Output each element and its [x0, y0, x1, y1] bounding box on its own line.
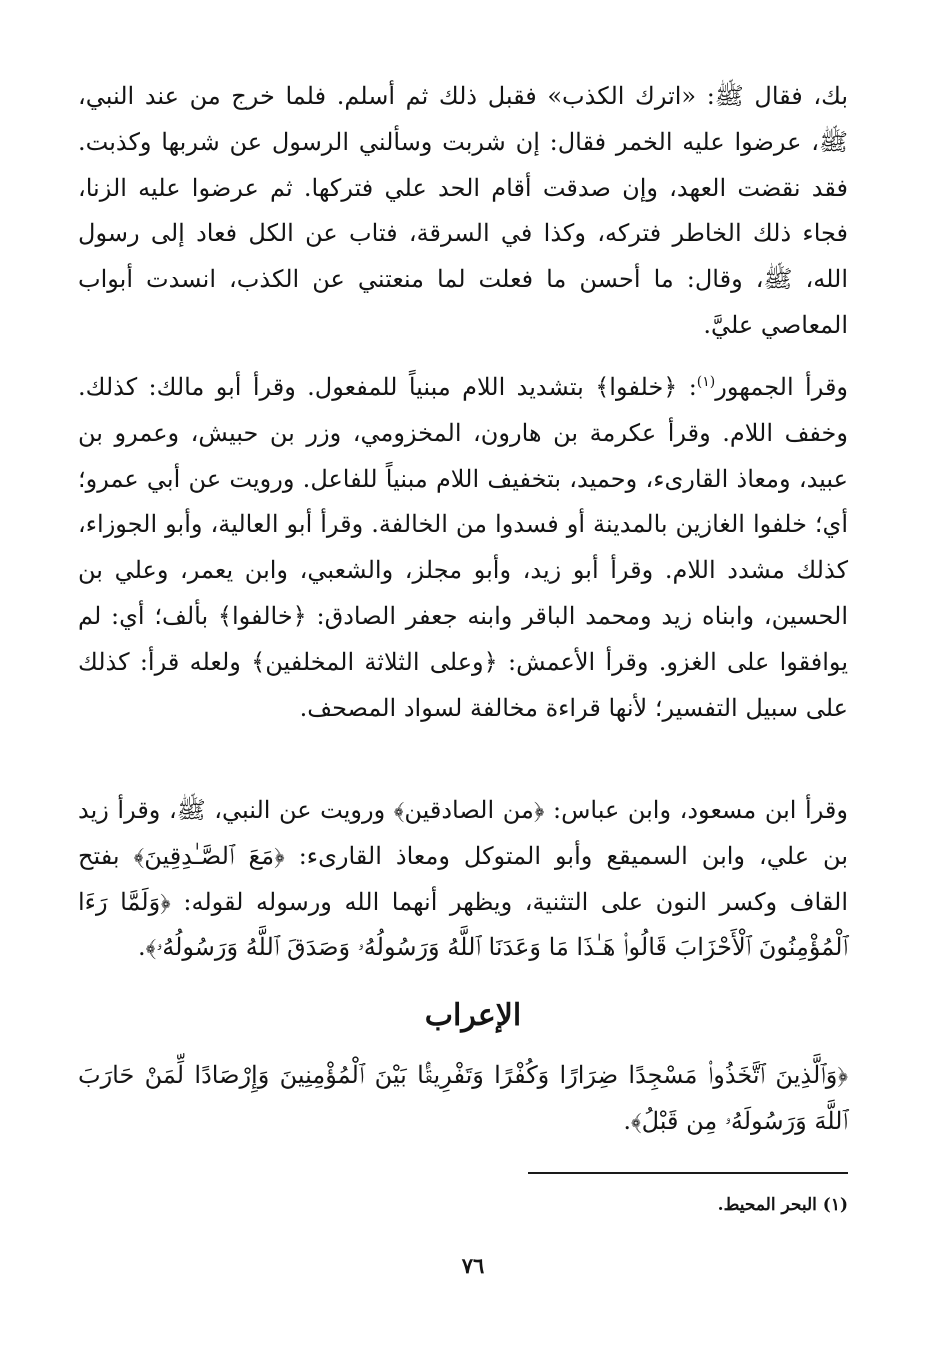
- footnote-reference: (١): [696, 374, 716, 390]
- footnote: (١) البحر المحيط.: [717, 1195, 848, 1215]
- paragraph-text-after-ref: : ﴿خلفوا﴾ بتشديد اللام مبنياً للمفعول. وقرأ أبو مالك: كذلك. وخفف اللام. وقرأ عكرمة بن هارون، المخزومي، وزر بن حبيش، وعمرو بن عبيد، ومعاذ القارىء، وحميد، بتخفيف اللام مبنياً للفاعل. ورويت عن أبي عمرو؛ أي؛ خلفوا الغازين بالمدينة أو فسدوا من الخالفة. وقرأ أبو العالية، وأبو الجوزاء، كذلك مشدد اللام. وقرأ أبو زيد، وأبو مجلز، والشعبي، وابن يعمر، وعلي بن الحسين، وابناه زيد ومحمد الباقر وابنه جعفر الصادق: ﴿خالفوا﴾ بألف؛ أي: لم يوافقوا على الغزو. وقرأ الأعمش: ﴿وعلى الثلاثة المخلفين﴾ ولعله قرأ: كذلك على سبيل التفسير؛ لأنها قراءة مخالفة لسواد المصحف.: [78, 373, 848, 722]
- paragraph-story: بك، فقال ﷺ: «اترك الكذب» فقبل ذلك ثم أسلم. فلما خرج من عند النبي، ﷺ، عرضوا عليه الخمر فقال: إن شربت وسألني الرسول عن شربها وكذبت. فقد نقضت العهد، وإن صدقت أقام الحد علي فتركها. ثم عرضوا عليه الزنا، فجاء ذلك الخاطر فتركه، وكذا في السرقة، فتاب عن الكل فعاد إلى رسول الله، ﷺ، وقال: ما أحسن ما فعلت لما منعتني عن الكذب، انسدت أبواب المعاصي عليَّ.: [78, 82, 849, 339]
- paragraph-text-before-ref: وقرأ الجمهور: [715, 373, 849, 401]
- paragraph-readings-sadiqin: وقرأ ابن مسعود، وابن عباس: ﴿من الصادقين﴾ ورويت عن النبي، ﷺ، وقرأ زيد بن علي، وابن السميقع وأبو المتوكل ومعاذ القارىء: ﴿مَعَ ٱلصَّـٰدِقِينَ﴾ بفتح القاف وكسر النون على التثنية، ويظهر أنهما الله ورسوله لقوله: ﴿وَلَمَّا رَءَا ٱلْمُؤْمِنُونَ ٱلْأَحْزَابَ قَالُوا۟ هَـٰذَا مَا وَعَدَنَا ٱللَّهُ وَرَسُولُهُۥ وَصَدَقَ ٱللَّهُ وَرَسُولُهُۥ﴾.: [78, 796, 848, 962]
- section-heading: الإعراب: [424, 998, 522, 1033]
- quran-verse: ﴿وَٱلَّذِينَ ٱتَّخَذُوا۟ مَسْجِدًا ضِرَارًا وَكُفْرًا وَتَفْرِيقًۢا بَيْنَ ٱلْمُؤْمِنِينَ وَإِرْصَادًا لِّمَنْ حَارَبَ ٱللَّهَ وَرَسُولَهُۥ مِن قَبْلُ﴾.: [78, 1061, 848, 1135]
- footnote-divider: [528, 1172, 848, 1174]
- page-number: ٧٦: [461, 1253, 485, 1278]
- paragraph-readings-khullifu: [78, 365, 848, 731]
